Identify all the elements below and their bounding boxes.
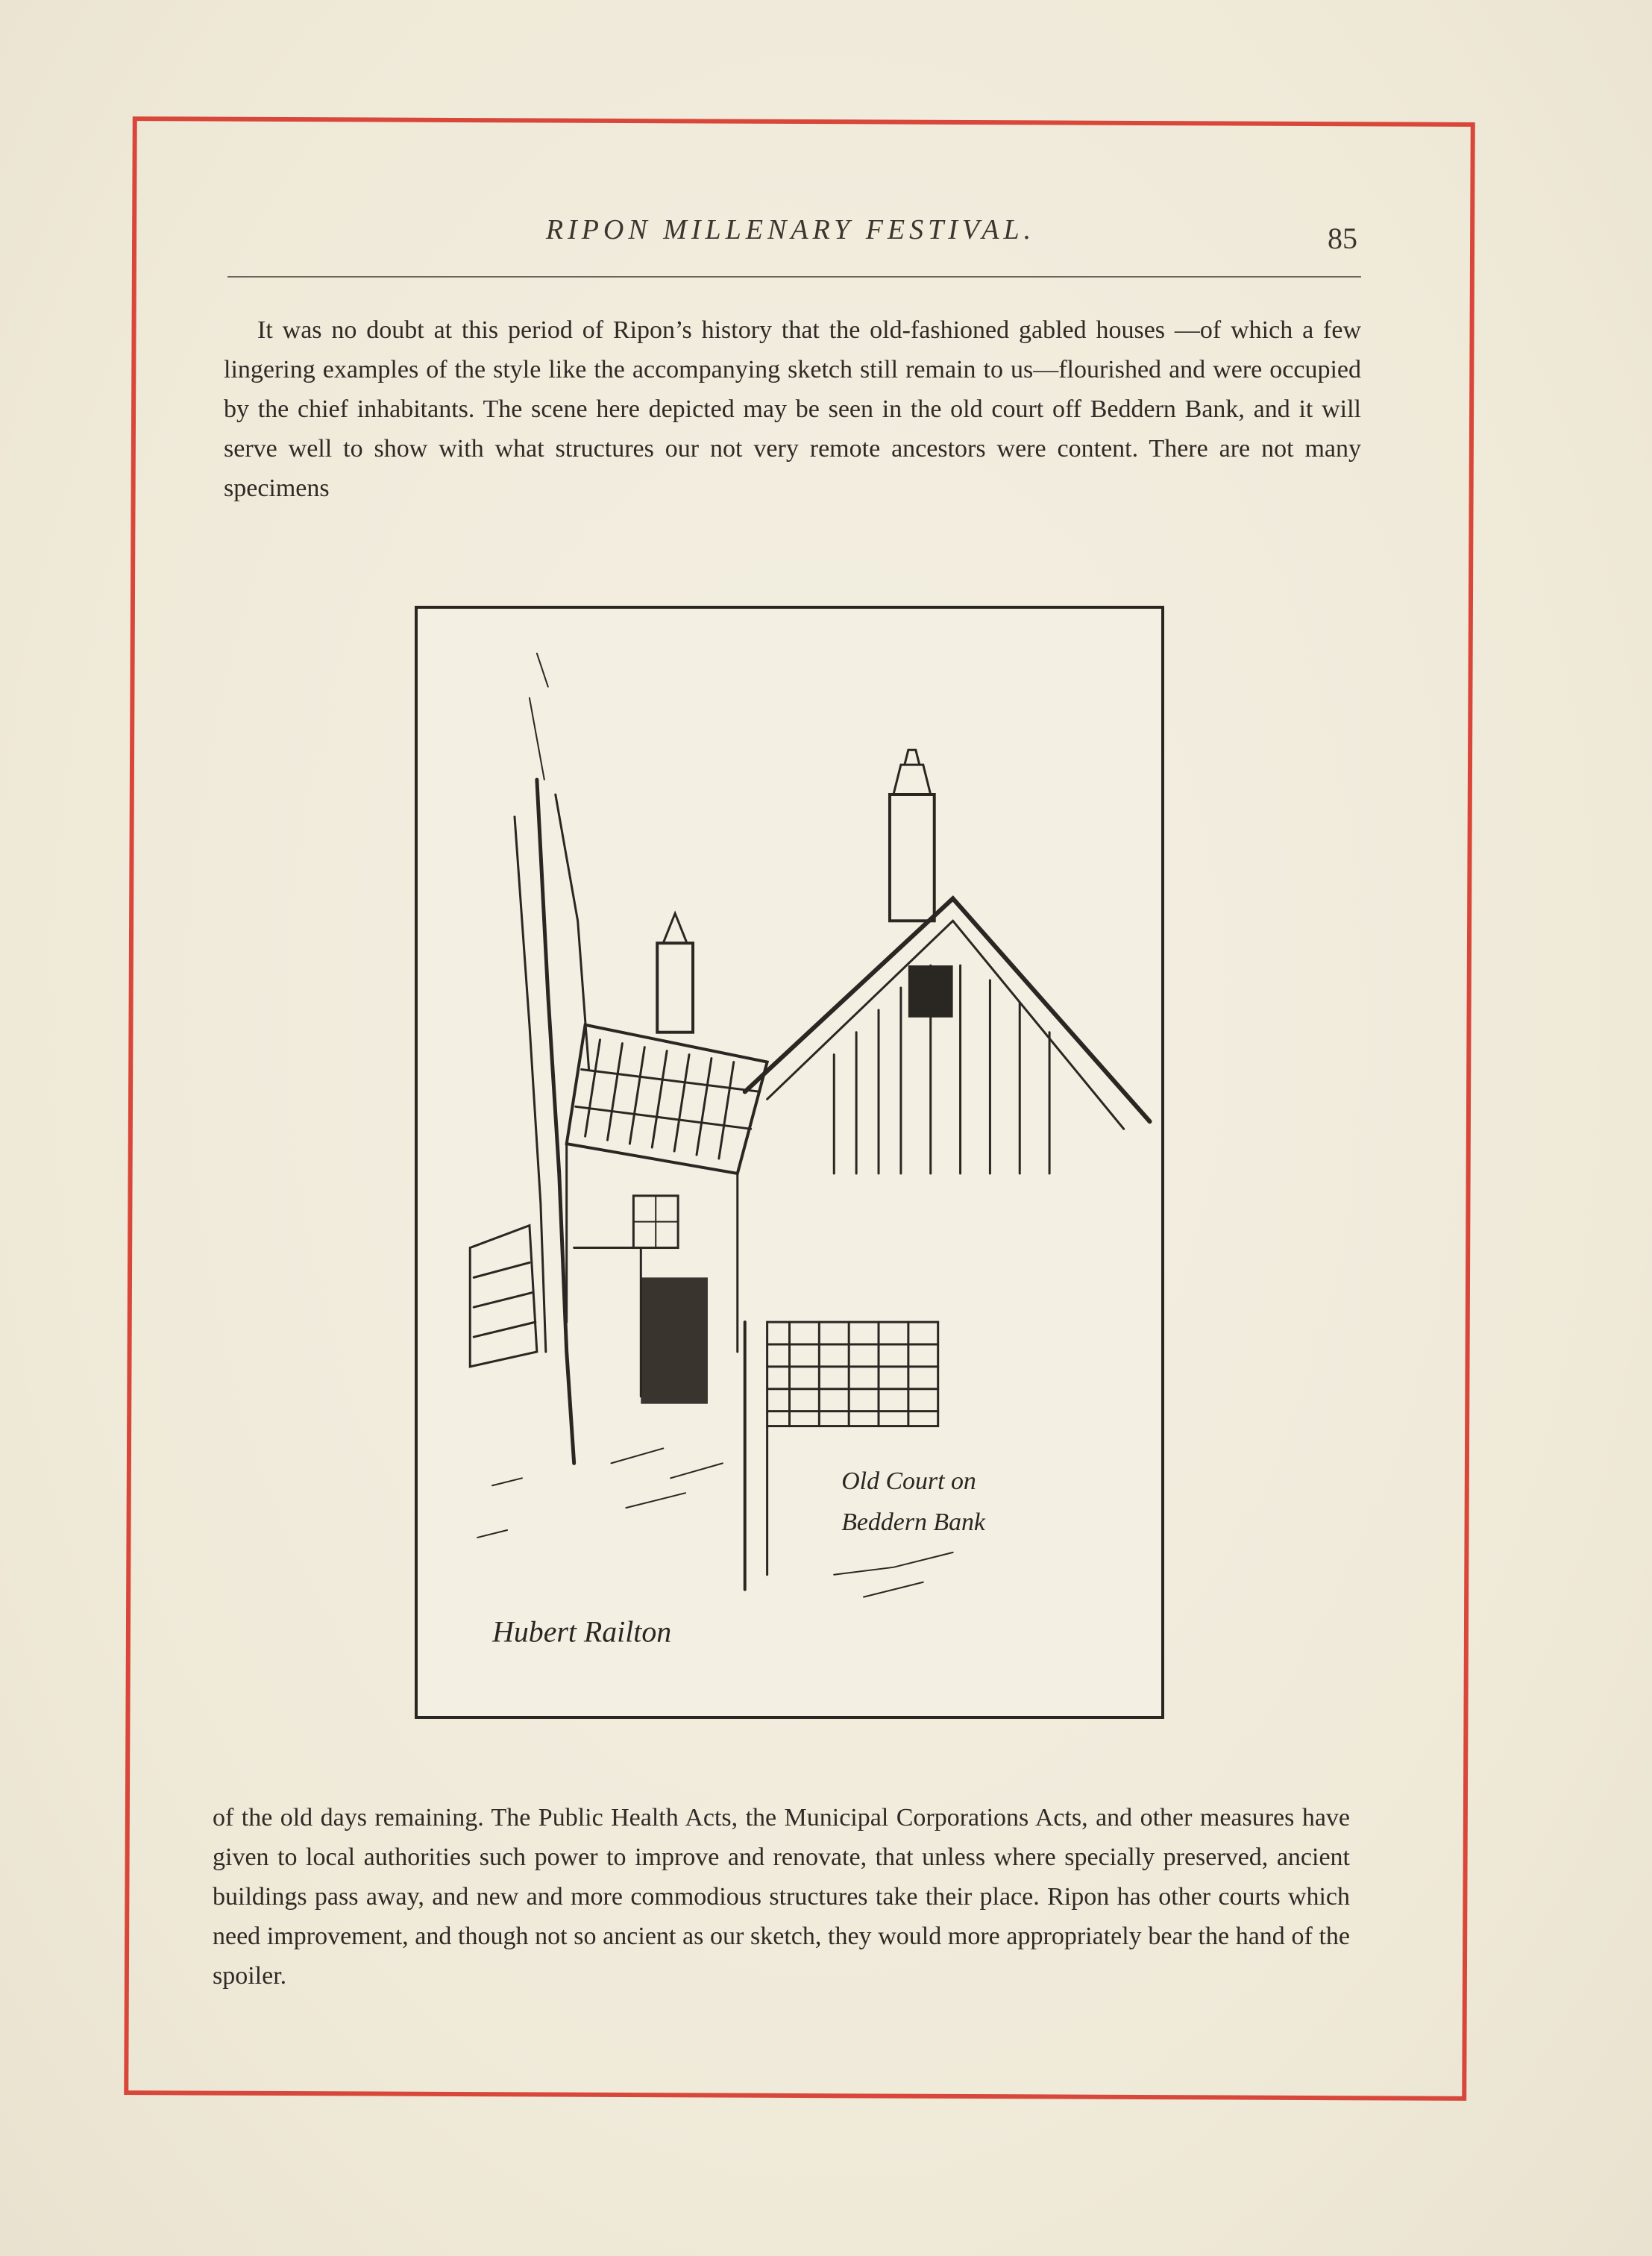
header-rule: [227, 276, 1361, 278]
paragraph-top: It was no doubt at this period of Ripon’s history that the old-fashioned gabled houses —of which a few lingering examples of the style like the accompanying sketch still remain to us—flourished and were occupied by the chief inhabitants. The scene here depicted may be seen in the old court off Beddern Bank, and it will serve well to show with what structures our not very remote ancestors were content. There are not many specimens: [224, 316, 1361, 502]
sketch-caption-line2: Beddern Bank: [841, 1508, 985, 1537]
paragraph-bottom: of the old days remaining. The Public Health Acts, the Municipal Corporations Acts, and other measures have given to local authorities such power to improve and renovate, that unless where specially preserved, ancient buildings pass away, and new and more commodious structures take their place. Ripon has other courts which need improvement, and though not so ancient as our sketch, they would more appropriately bear the hand of the spoiler.: [213, 1804, 1350, 1990]
house-sketch: [418, 609, 1161, 1716]
running-title: RIPON MILLENARY FESTIVAL.: [545, 214, 1036, 245]
illustration-frame: [415, 606, 1164, 1719]
sketch-caption-line1: Old Court on: [841, 1467, 976, 1496]
artist-signature: Hubert Railton: [492, 1615, 672, 1649]
running-head: [224, 209, 1357, 269]
page-number: 85: [1328, 222, 1357, 255]
